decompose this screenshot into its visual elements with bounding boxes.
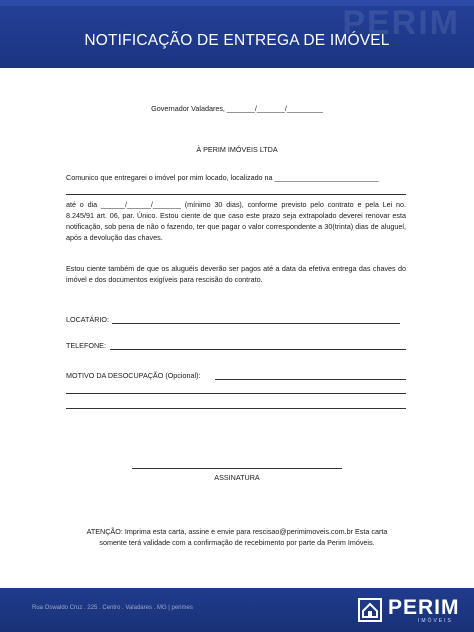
notice-text (84, 526, 390, 548)
date-line: Governador Valadares, _______/_______/_________ (151, 104, 323, 113)
address-blank-line (66, 194, 406, 195)
telefone-field[interactable] (110, 349, 406, 350)
motivo-label (66, 370, 200, 381)
footer-brand: PERIM (388, 596, 460, 619)
body-paragraph-2: Estou ciente também de que os aluguéis deverão ser pagos até a data da efetiva entrega das chaves do imóvel e dos documentos exigíveis para rescisão do contrato. (66, 264, 406, 284)
page-title: NOTIFICAÇÃO DE ENTREGA DE IMÓVEL (84, 32, 390, 49)
addressee: À PERIM IMÓVEIS LTDA (196, 145, 278, 154)
motivo-label-text: MOTIVO DA DESOCUPAÇÃO (66, 371, 164, 380)
locatario-field[interactable] (112, 323, 400, 324)
notice-prefix: ATENÇÃO: (86, 527, 123, 536)
motivo-field-line-1[interactable] (215, 379, 406, 380)
locatario-label: LOCATÁRIO: (66, 315, 109, 324)
document-body (0, 68, 474, 588)
motivo-field-line-3[interactable] (66, 408, 406, 409)
body-paragraph-1: até o dia ______/______/_______ (mínimo 30 dias), conforme previsto pelo contrato e pela Lei no. 8.245/91 art. 06, par. Único. Estou ciente de que caso este prazo seja extrapolado deverei renovar esta notificação, sob pena de não o fazendo, ter que pagar o valor correspondente a 30(trinta) dias de aluguel, após a devolução das chaves. (66, 200, 406, 242)
house-icon (358, 598, 382, 622)
signature-line[interactable] (132, 468, 342, 469)
body-intro-line: Comunico que entregarei o imóvel por mim locado, localizado na __________________________ (66, 173, 379, 182)
motivo-field-line-2[interactable] (66, 393, 406, 394)
header-watermark: PERIM (342, 4, 460, 42)
footer-bar (0, 588, 474, 632)
footer-logo (358, 598, 468, 624)
header-banner (0, 0, 474, 68)
motivo-optional-text: (Opcional): (165, 371, 201, 380)
footer-brand-sub: IMÓVEIS (418, 618, 453, 624)
telefone-label: TELEFONE: (66, 341, 106, 350)
footer-address: Rua Oswaldo Cruz . 225 . Centro . Valadares . MG | perimes (32, 605, 193, 611)
notice-body: Imprima esta carta, assine e envie para rescisao@perimimoveis.com.br Esta carta somente terá validade com a confirmação de recebimento por parte da Perim Imóveis. (99, 527, 388, 547)
signature-label: ASSINATURA (214, 473, 260, 482)
